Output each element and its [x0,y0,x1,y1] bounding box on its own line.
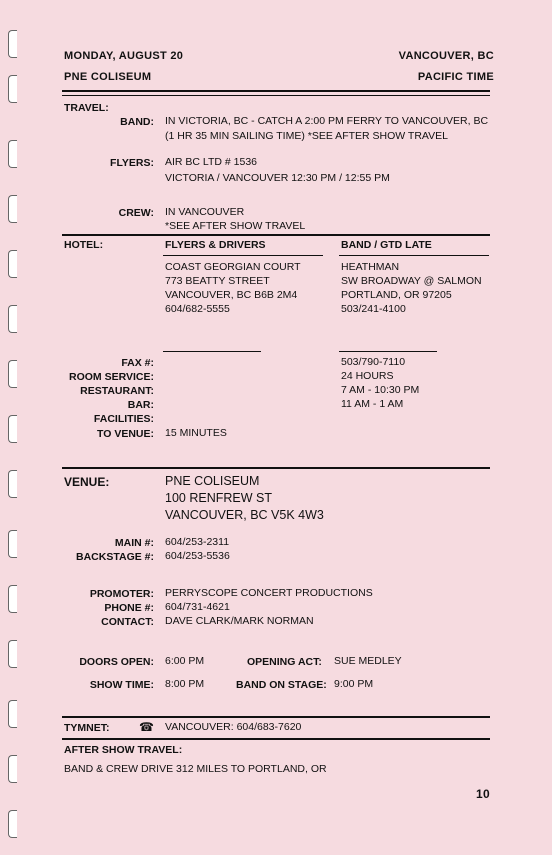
after-show-text: BAND & CREW DRIVE 312 MILES TO PORTLAND, OR [64,763,327,775]
crew-line-1: IN VANCOUVER [165,206,245,218]
hotel1-street: 773 BEATTY STREET [165,275,270,287]
binder-ring [8,305,17,333]
opening-act-label: OPENING ACT: [247,656,322,668]
header-city: VANCOUVER, BC [398,50,494,62]
hotel2-room-service: 24 HOURS [341,370,394,382]
hotel1-city: VANCOUVER, BC B6B 2M4 [165,289,298,301]
venue-name: PNE COLISEUM [165,474,260,488]
after-show-label: AFTER SHOW TRAVEL: [64,744,183,756]
telephone-icon: ☎ [139,720,154,734]
binder-ring [8,75,17,103]
opening-act-value: SUE MEDLEY [334,655,402,667]
band-on-stage-label: BAND ON STAGE: [236,679,327,691]
header-timezone: PACIFIC TIME [417,71,494,83]
hotel-col2-header: BAND / GTD LATE [341,239,432,251]
binder-ring [8,700,17,728]
fax-label: FAX #: [121,357,154,369]
hotel1-phone: 604/682-5555 [165,303,230,315]
divider [62,234,490,236]
band-line-1: IN VICTORIA, BC - CATCH A 2:00 PM FERRY TO VANCOUVER, BC [165,115,489,127]
to-venue-label: TO VENUE: [97,428,154,440]
promoter-label: PROMOTER: [89,588,154,600]
backstage-value: 604/253-5536 [165,550,230,562]
bar-label: BAR: [127,399,154,411]
divider [62,716,490,718]
flyers-line-2: VICTORIA / VANCOUVER 12:30 PM / 12:55 PM [165,172,390,184]
hotel2-city: PORTLAND, OR 97205 [341,289,452,301]
page-number: 10 [476,787,490,801]
contact-value: DAVE CLARK/MARK NORMAN [165,615,314,627]
binder-ring [8,250,17,278]
backstage-label: BACKSTAGE #: [76,551,154,563]
binder-ring [8,470,17,498]
hotel1-name: COAST GEORGIAN COURT [165,261,301,273]
binder-ring [8,755,17,783]
divider [62,95,490,96]
phone-value: 604/731-4621 [165,601,230,613]
hotel2-fax: 503/790-7110 [341,356,406,368]
hotel-col1-header: FLYERS & DRIVERS [165,239,266,251]
divider [62,738,490,740]
band-label: BAND: [120,116,154,128]
facilities-label: FACILITIES: [93,413,154,425]
room-service-label: ROOM SERVICE: [69,371,154,383]
main-value: 604/253-2311 [165,536,230,548]
venue-city: VANCOUVER, BC V5K 4W3 [165,508,324,522]
hotel2-bar: 11 AM - 1 AM [341,398,404,410]
tymnet-value: VANCOUVER: 604/683-7620 [165,721,302,733]
header-date: MONDAY, AUGUST 20 [64,50,184,62]
show-time-value: 8:00 PM [165,678,205,690]
doors-open-value: 6:00 PM [165,655,205,667]
flyers-line-1: AIR BC LTD # 1536 [165,156,258,168]
phone-label: PHONE #: [104,602,154,614]
hotel2-phone: 503/241-4100 [341,303,406,315]
contact-label: CONTACT: [101,616,154,628]
header-venue: PNE COLISEUM [64,71,152,83]
to-venue-value: 15 MINUTES [165,427,227,439]
crew-line-2: *SEE AFTER SHOW TRAVEL [165,220,306,232]
band-line-2: (1 HR 35 MIN SAILING TIME) *SEE AFTER SHOW TRAVEL [165,130,448,142]
tymnet-label: TYMNET: [64,722,110,734]
divider [62,467,490,469]
col1-short-rule [163,351,261,352]
venue-street: 100 RENFREW ST [165,491,272,505]
binder-ring [8,30,17,58]
crew-label: CREW: [118,207,154,219]
band-on-stage-value: 9:00 PM [334,678,374,690]
divider [62,90,490,92]
binder-ring [8,810,17,838]
col1-underline [163,255,323,256]
travel-label: TRAVEL: [64,102,109,114]
flyers-label: FLYERS: [110,157,154,169]
restaurant-label: RESTAURANT: [80,385,154,397]
main-label: MAIN #: [114,537,154,549]
hotel2-name: HEATHMAN [341,261,400,273]
promoter-value: PERRYSCOPE CONCERT PRODUCTIONS [165,587,373,599]
hotel2-street: SW BROADWAY @ SALMON [341,275,482,287]
venue-label: VENUE: [64,475,110,489]
col2-underline [339,255,489,256]
hotel2-restaurant: 7 AM - 10:30 PM [341,384,420,396]
hotel-label: HOTEL: [64,239,104,251]
col2-short-rule [339,351,437,352]
doors-open-label: DOORS OPEN: [79,656,154,668]
show-time-label: SHOW TIME: [89,679,154,691]
